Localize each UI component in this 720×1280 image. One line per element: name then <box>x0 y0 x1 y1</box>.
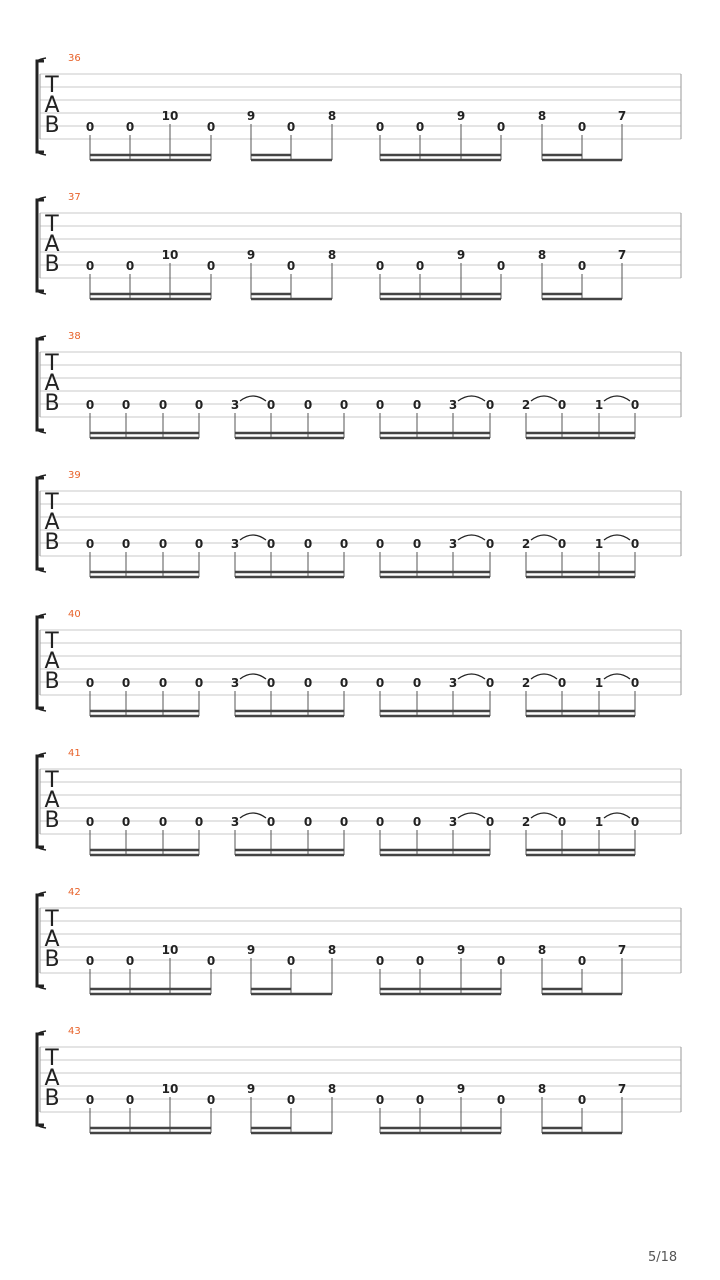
fret-number: 0 <box>375 537 385 551</box>
tab-clef-letter: T <box>45 212 59 237</box>
fret-number: 1 <box>594 815 604 829</box>
fret-number: 0 <box>375 954 385 968</box>
fret-number: 0 <box>194 676 204 690</box>
tab-clef-letter: B <box>44 252 60 277</box>
tab-clef-letter: A <box>44 1066 60 1091</box>
tab-system <box>37 53 681 160</box>
slur-arc <box>604 674 630 679</box>
tab-clef-letter: A <box>44 232 60 257</box>
measure-number: 36 <box>68 53 81 64</box>
fret-number: 0 <box>415 1093 425 1107</box>
fret-number: 0 <box>496 259 506 273</box>
fret-number: 10 <box>161 109 179 123</box>
fret-number: 0 <box>125 259 135 273</box>
fret-number: 9 <box>246 943 256 957</box>
fret-number: 0 <box>303 676 313 690</box>
fret-number: 0 <box>557 676 567 690</box>
fret-number: 0 <box>577 120 587 134</box>
page-number: 5/18 <box>648 1250 678 1265</box>
slur-arc <box>604 535 630 540</box>
fret-number: 8 <box>327 109 337 123</box>
measure-number: 42 <box>68 887 81 898</box>
fret-number: 0 <box>375 259 385 273</box>
fret-number: 0 <box>485 398 495 412</box>
fret-number: 8 <box>537 109 547 123</box>
slur-arc <box>531 674 557 679</box>
fret-number: 2 <box>521 815 531 829</box>
fret-number: 7 <box>617 943 627 957</box>
fret-number: 7 <box>617 248 627 262</box>
tab-clef-letter: A <box>44 788 60 813</box>
fret-number: 0 <box>206 259 216 273</box>
fret-number: 0 <box>158 815 168 829</box>
measure-number: 39 <box>68 470 81 481</box>
fret-number: 0 <box>194 815 204 829</box>
slur-arc <box>240 813 266 818</box>
fret-number: 0 <box>85 676 95 690</box>
fret-number: 9 <box>246 109 256 123</box>
fret-number: 3 <box>448 676 458 690</box>
fret-number: 7 <box>617 109 627 123</box>
fret-number: 0 <box>266 815 276 829</box>
fret-number: 10 <box>161 943 179 957</box>
fret-number: 0 <box>630 676 640 690</box>
tab-clef-letter: B <box>44 530 60 555</box>
fret-number: 0 <box>158 676 168 690</box>
tab-clef-letter: B <box>44 391 60 416</box>
fret-number: 3 <box>448 815 458 829</box>
fret-number: 8 <box>537 1082 547 1096</box>
fret-number: 10 <box>161 248 179 262</box>
fret-number: 0 <box>375 120 385 134</box>
fret-number: 0 <box>577 259 587 273</box>
fret-number: 1 <box>594 398 604 412</box>
fret-number: 0 <box>85 120 95 134</box>
fret-number: 9 <box>456 109 466 123</box>
tab-clef-letter: A <box>44 927 60 952</box>
fret-number: 0 <box>339 676 349 690</box>
fret-number: 0 <box>557 815 567 829</box>
fret-number: 0 <box>630 815 640 829</box>
fret-number: 0 <box>206 1093 216 1107</box>
fret-number: 10 <box>161 1082 179 1096</box>
tab-clef-letter: B <box>44 1086 60 1111</box>
fret-number: 0 <box>485 815 495 829</box>
fret-number: 0 <box>125 120 135 134</box>
fret-number: 1 <box>594 676 604 690</box>
fret-number: 9 <box>456 248 466 262</box>
fret-number: 3 <box>448 398 458 412</box>
fret-number: 0 <box>121 537 131 551</box>
fret-number: 8 <box>537 248 547 262</box>
fret-number: 0 <box>206 954 216 968</box>
fret-number: 0 <box>125 954 135 968</box>
fret-number: 0 <box>415 259 425 273</box>
fret-number: 8 <box>327 248 337 262</box>
fret-number: 0 <box>85 537 95 551</box>
fret-number: 0 <box>557 398 567 412</box>
slur-arc <box>531 813 557 818</box>
fret-number: 8 <box>327 943 337 957</box>
tab-clef-letter: T <box>45 73 59 98</box>
tab-system <box>37 609 681 716</box>
fret-number: 0 <box>412 676 422 690</box>
slur-arc <box>604 396 630 401</box>
slur-arc <box>458 535 485 540</box>
fret-number: 0 <box>121 398 131 412</box>
fret-number: 0 <box>375 398 385 412</box>
fret-number: 0 <box>286 259 296 273</box>
fret-number: 3 <box>230 815 240 829</box>
tab-clef-letter: A <box>44 510 60 535</box>
tab-clef-letter: B <box>44 669 60 694</box>
tab-system <box>37 331 681 438</box>
fret-number: 0 <box>85 954 95 968</box>
fret-number: 0 <box>485 537 495 551</box>
fret-number: 0 <box>496 120 506 134</box>
measure-number: 43 <box>68 1026 81 1037</box>
slur-arc <box>458 674 485 679</box>
tab-clef-letter: T <box>45 907 59 932</box>
fret-number: 0 <box>121 815 131 829</box>
fret-number: 0 <box>286 1093 296 1107</box>
fret-number: 0 <box>412 398 422 412</box>
tab-system <box>37 192 681 299</box>
fret-number: 0 <box>206 120 216 134</box>
fret-number: 0 <box>303 398 313 412</box>
fret-number: 3 <box>230 398 240 412</box>
fret-number: 0 <box>125 1093 135 1107</box>
fret-number: 7 <box>617 1082 627 1096</box>
tab-system <box>37 748 681 855</box>
measure-number: 40 <box>68 609 81 620</box>
tab-clef-letter: A <box>44 649 60 674</box>
fret-number: 0 <box>85 815 95 829</box>
slur-arc <box>604 813 630 818</box>
fret-number: 0 <box>85 259 95 273</box>
fret-number: 0 <box>339 815 349 829</box>
fret-number: 1 <box>594 537 604 551</box>
fret-number: 0 <box>266 676 276 690</box>
fret-number: 0 <box>375 815 385 829</box>
fret-number: 0 <box>121 676 131 690</box>
tab-clef-letter: B <box>44 113 60 138</box>
fret-number: 0 <box>630 537 640 551</box>
fret-number: 0 <box>303 537 313 551</box>
fret-number: 3 <box>448 537 458 551</box>
fret-number: 0 <box>415 120 425 134</box>
slur-arc <box>458 813 485 818</box>
fret-number: 0 <box>375 676 385 690</box>
fret-number: 0 <box>577 954 587 968</box>
tab-clef-letter: B <box>44 947 60 972</box>
tab-clef-letter: A <box>44 93 60 118</box>
tab-system <box>37 1026 681 1133</box>
fret-number: 0 <box>630 398 640 412</box>
tab-clef-letter: T <box>45 351 59 376</box>
fret-number: 0 <box>339 398 349 412</box>
slur-arc <box>240 535 266 540</box>
slur-arc <box>531 396 557 401</box>
fret-number: 0 <box>286 120 296 134</box>
tab-clef-letter: T <box>45 1046 59 1071</box>
tab-system <box>37 470 681 577</box>
tab-system <box>37 887 681 994</box>
tab-clef-letter: B <box>44 808 60 833</box>
fret-number: 9 <box>456 1082 466 1096</box>
fret-number: 8 <box>327 1082 337 1096</box>
fret-number: 0 <box>485 676 495 690</box>
fret-number: 0 <box>557 537 567 551</box>
fret-number: 0 <box>194 537 204 551</box>
fret-number: 2 <box>521 398 531 412</box>
slur-arc <box>240 674 266 679</box>
tab-clef-letter: T <box>45 768 59 793</box>
fret-number: 0 <box>303 815 313 829</box>
fret-number: 9 <box>246 248 256 262</box>
fret-number: 0 <box>339 537 349 551</box>
fret-number: 0 <box>412 537 422 551</box>
fret-number: 8 <box>537 943 547 957</box>
fret-number: 0 <box>194 398 204 412</box>
fret-number: 9 <box>456 943 466 957</box>
fret-number: 3 <box>230 676 240 690</box>
slur-arc <box>458 396 485 401</box>
fret-number: 0 <box>286 954 296 968</box>
fret-number: 0 <box>577 1093 587 1107</box>
measure-number: 37 <box>68 192 81 203</box>
tab-clef-letter: T <box>45 490 59 515</box>
fret-number: 0 <box>375 1093 385 1107</box>
fret-number: 2 <box>521 676 531 690</box>
fret-number: 0 <box>496 954 506 968</box>
measure-number: 38 <box>68 331 81 342</box>
slur-arc <box>531 535 557 540</box>
fret-number: 0 <box>85 1093 95 1107</box>
measure-number: 41 <box>68 748 81 759</box>
fret-number: 0 <box>415 954 425 968</box>
slur-arc <box>240 396 266 401</box>
fret-number: 0 <box>496 1093 506 1107</box>
fret-number: 9 <box>246 1082 256 1096</box>
fret-number: 3 <box>230 537 240 551</box>
fret-number: 0 <box>266 398 276 412</box>
fret-number: 2 <box>521 537 531 551</box>
fret-number: 0 <box>412 815 422 829</box>
fret-number: 0 <box>85 398 95 412</box>
tab-clef-letter: A <box>44 371 60 396</box>
fret-number: 0 <box>266 537 276 551</box>
fret-number: 0 <box>158 537 168 551</box>
tab-clef-letter: T <box>45 629 59 654</box>
fret-number: 0 <box>158 398 168 412</box>
